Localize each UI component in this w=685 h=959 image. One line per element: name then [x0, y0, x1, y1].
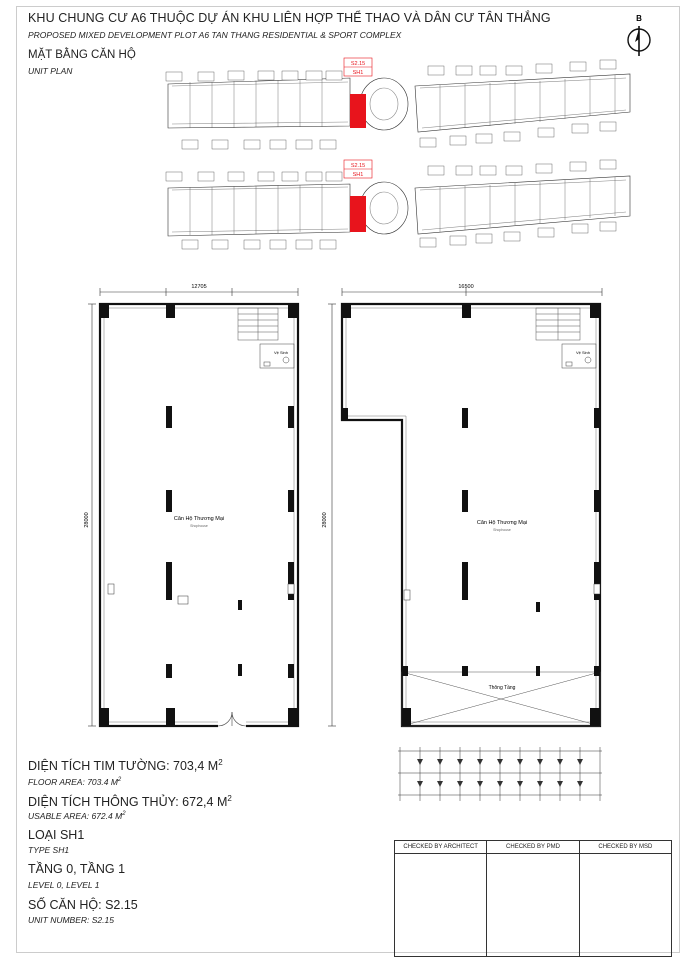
room-sublabel-left: Shophouse [190, 524, 208, 528]
key-plan-upper-units [190, 75, 615, 130]
right-height-dim: 28000 [322, 512, 328, 528]
msd-signature-cell [579, 854, 671, 957]
void-label: Thông Tầng [488, 685, 516, 691]
room-label-right: Căn Hộ Thương Mại [476, 520, 528, 526]
title-vi: KHU CHUNG CƯ A6 THUỘC DỰ ÁN KHU LIÊN HỢP THỂ THAO VÀ DÂN CƯ TÂN THẮNG [28, 11, 551, 25]
tag-type-lower: SH1 [352, 172, 364, 178]
section-title-vi: MẶT BẰNG CĂN HỘ [28, 49, 136, 61]
level-en: LEVEL 0, LEVEL 1 [28, 880, 100, 890]
left-height-dim: 28000 [84, 512, 90, 528]
elevation-strip [398, 745, 602, 805]
floor-area-vi: DIỆN TÍCH TIM TƯỜNG: 703,4 $M^2$ [28, 758, 223, 774]
key-plan-lower [168, 176, 630, 236]
level-vi: TẦNG 0, TẦNG 1 [28, 862, 126, 876]
approval-table [394, 840, 672, 957]
wc-right [562, 344, 596, 368]
unit-number-vi: SỐ CĂN HỘ: S2.15 [28, 898, 138, 912]
type-vi: LOẠI SH1 [28, 828, 85, 842]
right-outer-wall [342, 304, 600, 726]
wc-label-left: Vệ Sinh [274, 350, 289, 355]
room-sublabel-right: Shophouse [493, 528, 511, 532]
left-columns [100, 304, 298, 726]
key-plan-highlight-lower [350, 196, 366, 232]
right-columns [342, 304, 600, 726]
floor-area-en: FLOOR AREA: 703.4 $M^2$ [28, 777, 122, 787]
section-title-en: UNIT PLAN [28, 66, 73, 76]
key-plan-lower-units [190, 177, 615, 235]
tag-unit-upper: S2.15 [350, 61, 366, 67]
checked-by-pmd: CHECKED BY PMD [487, 841, 579, 854]
left-outer-wall [100, 304, 298, 726]
usable-area-vi: DIỆN TÍCH THÔNG THỦY: 672,4 $M^2$ [28, 794, 232, 810]
key-plan-unit-tags [166, 60, 616, 249]
floor-plan-right [318, 280, 608, 750]
tag-unit-lower: S2.15 [350, 163, 366, 169]
stair-right [536, 308, 580, 340]
key-plan-tag-lower [344, 160, 372, 178]
usable-area-en: USABLE AREA: 672.4 $M^2$ [28, 811, 126, 821]
void-area [402, 672, 600, 726]
checked-by-msd: CHECKED BY MSD [579, 841, 671, 854]
key-plan-upper [168, 74, 630, 132]
wc-left [260, 344, 294, 368]
title-en: PROPOSED MIXED DEVELOPMENT PLOT A6 TAN THANG RESIDENTIAL & SPORT COMPLEX [28, 30, 402, 40]
left-width-dim: 12705 [191, 284, 207, 290]
tag-type-upper: SH1 [352, 70, 364, 76]
key-plan-highlight-upper [350, 94, 366, 128]
type-en: TYPE SH1 [28, 845, 70, 855]
key-plan-tag-upper [344, 58, 372, 76]
right-width-dim: 16500 [458, 284, 474, 290]
unit-number-en: UNIT NUMBER: S2.15 [28, 915, 114, 925]
architect-signature-cell [395, 854, 487, 957]
north-label: B [636, 14, 642, 23]
key-plan [160, 56, 636, 258]
pmd-signature-cell [487, 854, 579, 957]
checked-by-architect: CHECKED BY ARCHITECT [395, 841, 487, 854]
room-label-left: Căn Hộ Thương Mại [173, 516, 225, 522]
wc-label-right: Vệ Sinh [576, 350, 591, 355]
stair-left [238, 308, 278, 340]
floor-plan-left [82, 280, 314, 750]
north-arrow-icon [624, 12, 654, 58]
